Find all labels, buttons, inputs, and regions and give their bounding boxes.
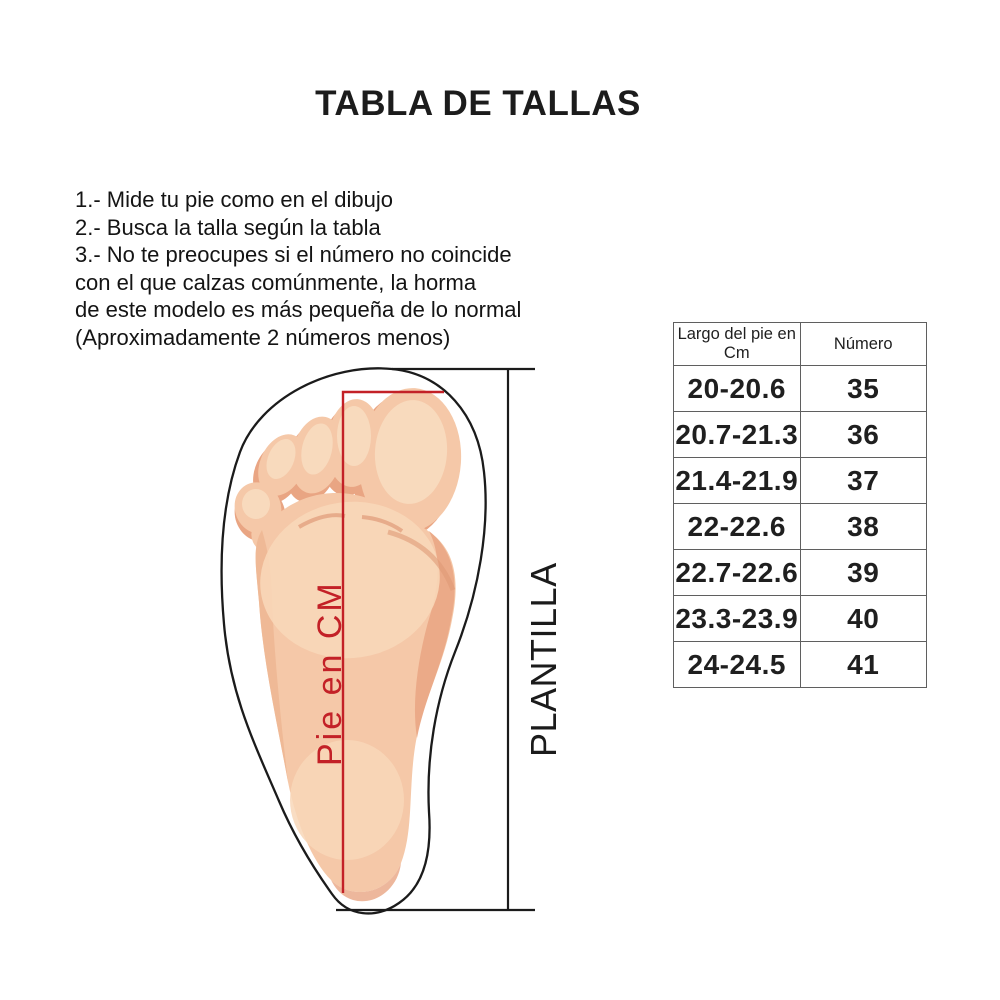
size-row: [674, 366, 927, 412]
column-header-size-number: Número: [800, 323, 927, 366]
size-row: [674, 596, 927, 642]
instruction-line-3: 3.- No te preocupes si el número no coincide: [75, 242, 512, 267]
size-row: [674, 550, 927, 596]
size-row: [674, 458, 927, 504]
instruction-line-2: 2.- Busca la talla según la tabla: [75, 214, 381, 240]
foot-length-cell: 20.7-21.3: [674, 412, 801, 458]
column-header-foot-length: Largo del pie en Cm: [674, 323, 801, 366]
foot-length-cell: 24-24.5: [674, 642, 801, 688]
foot-length-label: Pie en CM: [311, 580, 349, 766]
foot-length-cell: 22.7-22.6: [674, 550, 801, 596]
instruction-line-1: 1.- Mide tu pie como en el dibujo: [75, 187, 393, 212]
size-number-cell: 35: [800, 366, 927, 412]
size-number-cell: 39: [800, 550, 927, 596]
size-number-cell: 40: [800, 596, 927, 642]
size-number-cell: 41: [800, 642, 927, 688]
instruction-line-5: de este modelo es más pequeña de lo normal: [75, 297, 522, 322]
size-row: [674, 642, 927, 688]
page-title: TABLA DE TALLAS: [315, 84, 641, 123]
size-table: [673, 322, 927, 688]
instruction-line-6: (Aproximadamente 2 números menos): [75, 324, 451, 350]
size-table-header-row: [674, 323, 927, 366]
size-number-cell: 37: [800, 458, 927, 504]
foot-length-cell: 21.4-21.9: [674, 458, 801, 504]
size-number-cell: 36: [800, 412, 927, 458]
foot-length-cell: 23.3-23.9: [674, 596, 801, 642]
size-row: [674, 412, 927, 458]
foot-length-cell: 20-20.6: [674, 366, 801, 412]
instruction-line-4: con el que calzas comúnmente, la horma: [75, 269, 477, 295]
size-number-cell: 38: [800, 504, 927, 550]
size-row: [674, 504, 927, 550]
insole-label: PLANTILLA: [523, 562, 564, 757]
foot-length-cell: 22-22.6: [674, 504, 801, 550]
